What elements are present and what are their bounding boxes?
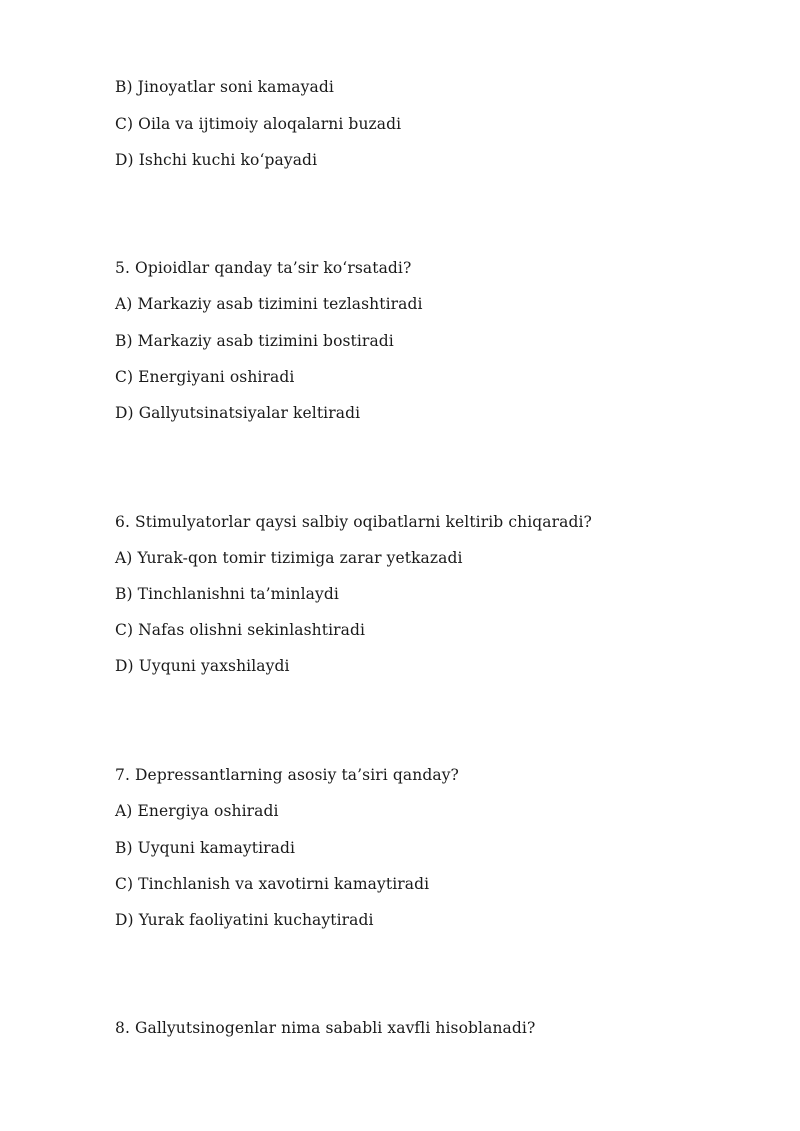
option-c: C) Nafas olishni sekinlashtiradi — [115, 621, 366, 639]
option-b: B) Uyquni kamaytiradi — [115, 839, 296, 857]
option-b: B) Tinchlanishni ta’minlaydi — [115, 585, 339, 603]
question-text: 8. Gallyutsinogenlar nima sababli xavfli hisoblanadi? — [115, 1019, 536, 1037]
question-text: 5. Opioidlar qanday ta’sir ko‘rsatadi? — [115, 259, 412, 277]
option-c: C) Tinchlanish va xavotirni kamaytiradi — [115, 875, 430, 893]
option-d: D) Ishchi kuchi ko‘payadi — [115, 151, 318, 169]
option-a: A) Markaziy asab tizimini tezlashtiradi — [115, 295, 423, 313]
option-b: B) Jinoyatlar soni kamayadi — [115, 78, 334, 96]
option-d: D) Uyquni yaxshilaydi — [115, 657, 290, 675]
option-c: C) Energiyani oshiradi — [115, 368, 295, 386]
option-d: D) Yurak faoliyatini kuchaytiradi — [115, 911, 374, 929]
option-c: C) Oila va ijtimoiy aloqalarni buzadi — [115, 115, 402, 133]
option-a: A) Yurak-qon tomir tizimiga zarar yetkazadi — [115, 549, 463, 567]
question-text: 6. Stimulyatorlar qaysi salbiy oqibatlarni keltirib chiqaradi? — [115, 513, 592, 531]
question-text: 7. Depressantlarning asosiy ta’siri qanday? — [115, 766, 459, 784]
option-d: D) Gallyutsinatsiyalar keltiradi — [115, 404, 361, 422]
option-b: B) Markaziy asab tizimini bostiradi — [115, 332, 394, 350]
option-a: A) Energiya oshiradi — [115, 802, 279, 820]
